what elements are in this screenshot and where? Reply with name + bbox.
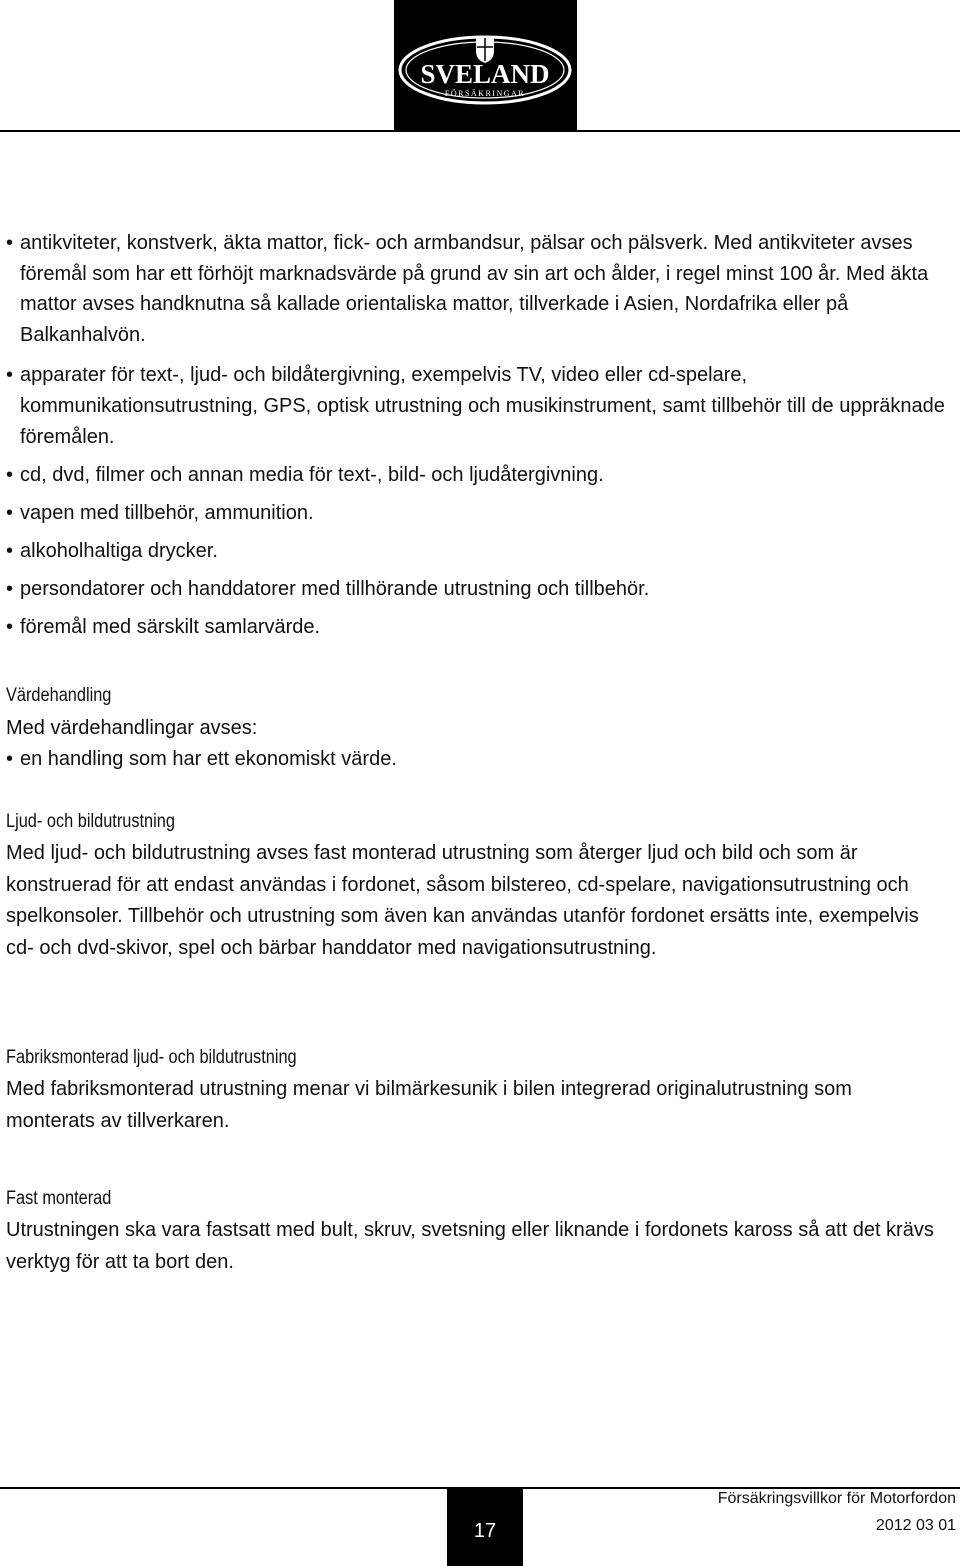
fabrik-paragraph: Med fabriksmonterad utrustning menar vi bilmärkesunik i bilen integrerad originalutrustning som monterats av tillverkaren.	[6, 1078, 852, 1132]
bullet-list	[6, 228, 946, 350]
sveland-logo	[394, 0, 577, 131]
list-item: • antikviteter, konstverk, äkta mattor, fick- och armbandsur, pälsar och pälsverk. Med antikviteter avses föremål som har ett förhöjt marknadsvärde på grund av sin art och ålder, i regel minst 100 år. Med äkta mattor avses handknutna så kallade orientaliska mattor, tillverkade i Asien, Nordafrika eller på Balkanhalvön.	[6, 232, 929, 346]
list-item: • apparater för text-, ljud- och bildåtergivning, exempelvis TV, video eller cd-spelare, kommunikationsutrustning, GPS, optisk utrustning och musikinstrument, samt tillbehör till de uppräknade föremålen.	[6, 364, 945, 448]
section-heading-ljud: Ljud- och bildutrustning	[6, 811, 175, 832]
sveland-logo-graphic	[394, 0, 577, 131]
vardehandling-list	[6, 744, 946, 775]
list-item: • föremål med särskilt samlarvärde.	[6, 616, 321, 638]
section-heading-vardehandling: Värdehandling	[6, 685, 112, 706]
vardehandling-intro: Med värdehandlingar avses:	[6, 717, 258, 739]
page-number-box	[447, 1487, 523, 1566]
header-divider	[0, 130, 960, 132]
fast-paragraph: Utrustningen ska vara fastsatt med bult, skruv, svetsning eller liknande i fordonets kaross så att det krävs verktyg för att ta bort den.	[6, 1219, 934, 1273]
section-heading-fabrik: Fabriksmonterad ljud- och bildutrustning	[6, 1047, 297, 1068]
page-number: 17	[473, 1520, 497, 1542]
svg-text:SVELAND: SVELAND	[420, 59, 550, 89]
ljud-paragraph: Med ljud- och bildutrustning avses fast monterad utrustning som återger ljud och bild och som är konstruerad för att endast användas i fordonet, såsom bilstereo, cd-spelare, navigationsutrustning och spelkonsoler. Tillbehör och utrustning som även kan användas utanför fordonet ersätts inte, exempelvis cd- och dvd-skivor, spel och bärbar handdator med navigationsutrustning.	[6, 842, 919, 959]
list-item: • alkoholhaltiga drycker.	[6, 540, 218, 562]
footer-date: 2012 03 01	[875, 1517, 956, 1534]
section-heading-fast: Fast monterad	[6, 1188, 112, 1209]
list-item: • en handling som har ett ekonomiskt värde.	[6, 748, 397, 770]
svg-text:FÖRSÄKRINGAR: FÖRSÄKRINGAR	[444, 89, 526, 98]
bullet-list-2	[6, 360, 946, 643]
list-item: • persondatorer och handdatorer med tillhörande utrustning och tillbehör.	[6, 578, 650, 600]
footer-document-title: Försäkringsvillkor för Motorfordon	[717, 1490, 956, 1507]
list-item: • cd, dvd, filmer och annan media för text-, bild- och ljudåtergivning.	[6, 464, 604, 486]
list-item: • vapen med tillbehör, ammunition.	[6, 502, 314, 524]
